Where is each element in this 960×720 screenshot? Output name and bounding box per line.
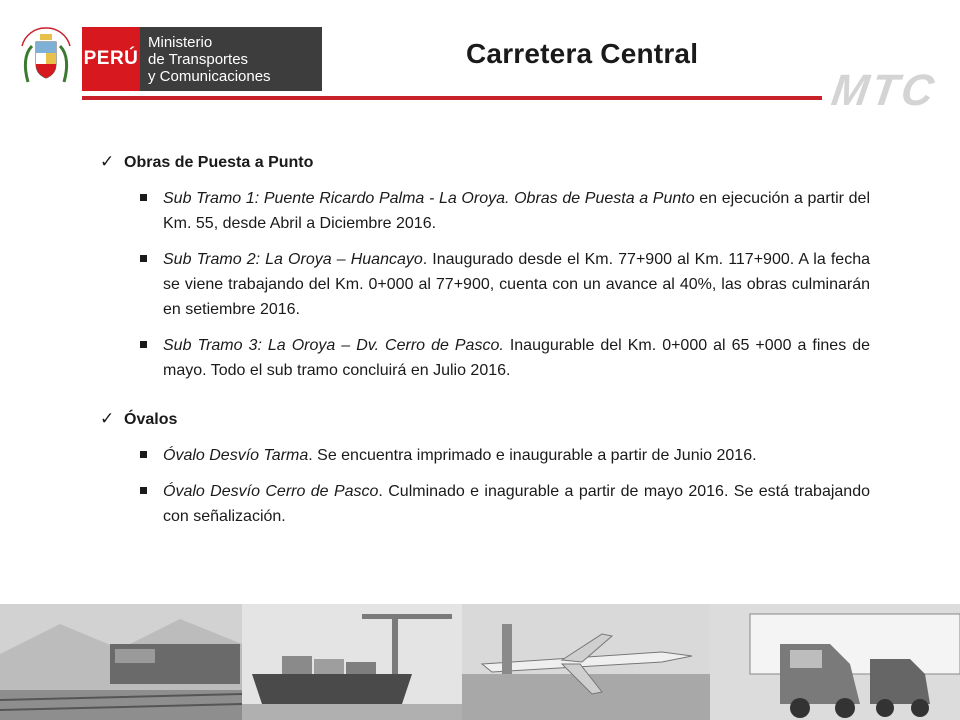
header: [0, 0, 960, 115]
list-item: [140, 443, 870, 468]
item-text: Inaugurable del Km. 0+000 al 65 +000 a fines de mayo. Todo el sub tramo concluirá en Julio 2016.: [163, 337, 871, 379]
mtc-brand-mark: MTC: [828, 66, 940, 115]
section-header: [100, 409, 870, 437]
logo-ministry-name: [140, 27, 322, 91]
section-obras-puesta-a-punto: [100, 152, 870, 383]
bullet-list: [100, 186, 870, 383]
logo-ministry-line: de Transportes: [148, 50, 249, 68]
item-italic-text: Sub Tramo 1: Puente Ricardo Palma - La Oroya. Obras de Puesta a Punto: [163, 190, 695, 207]
section-ovalos: [100, 409, 870, 529]
list-item: [140, 247, 870, 322]
item-italic-text: Sub Tramo 3: La Oroya – Dv. Cerro de Pasco.: [163, 337, 504, 354]
header-divider: [82, 96, 822, 100]
ministry-logo: [82, 27, 322, 91]
peru-coat-of-arms-icon: [18, 24, 74, 86]
page-title: Carretera Central: [466, 38, 699, 69]
main-content: [100, 152, 870, 555]
checkmark-icon: ✓: [100, 152, 115, 171]
square-bullet-icon: [140, 487, 147, 494]
item-text: . Se encuentra imprimado e inaugurable a partir de Junio 2016.: [308, 447, 757, 464]
square-bullet-icon: [140, 194, 147, 201]
list-item: [140, 333, 870, 383]
square-bullet-icon: [140, 341, 147, 348]
item-text: . Culminado e inagurable a partir de mayo 2016. Se está trabajando con señalización.: [163, 483, 870, 525]
square-bullet-icon: [140, 451, 147, 458]
item-text: . Inaugurado desde el Km. 77+900 al Km. 117+900. A la fecha se viene trabajando del Km. 0+000 al 77+900, cuenta con un avance al 40%, las obras culminarán en setiembre 2016.: [163, 251, 870, 318]
item-italic-text: Óvalo Desvío Cerro de Pasco: [163, 483, 379, 500]
logo-country: PERÚ: [82, 27, 140, 91]
item-italic-text: Óvalo Desvío Tarma: [163, 447, 309, 464]
port-photo: [242, 604, 462, 720]
checkmark-icon: ✓: [100, 409, 115, 428]
section-title: Obras de Puesta a Punto: [124, 154, 314, 171]
logo-ministry-line: y Comunicaciones: [148, 67, 271, 85]
airport-photo: [462, 604, 710, 720]
bullet-list: [100, 443, 870, 529]
section-title: Óvalos: [124, 411, 178, 428]
trucks-photo: [710, 604, 960, 720]
list-item: [140, 479, 870, 529]
list-item: [140, 186, 870, 236]
logo-ministry-line: Ministerio: [148, 33, 213, 51]
footer-photo-strip: [0, 604, 960, 720]
section-header: [100, 152, 870, 180]
item-italic-text: Sub Tramo 2: La Oroya – Huancayo: [163, 251, 423, 268]
item-text: en ejecución a partir del Km. 55, desde Abril a Diciembre 2016.: [163, 190, 870, 232]
train-photo: [0, 604, 242, 720]
square-bullet-icon: [140, 255, 147, 262]
